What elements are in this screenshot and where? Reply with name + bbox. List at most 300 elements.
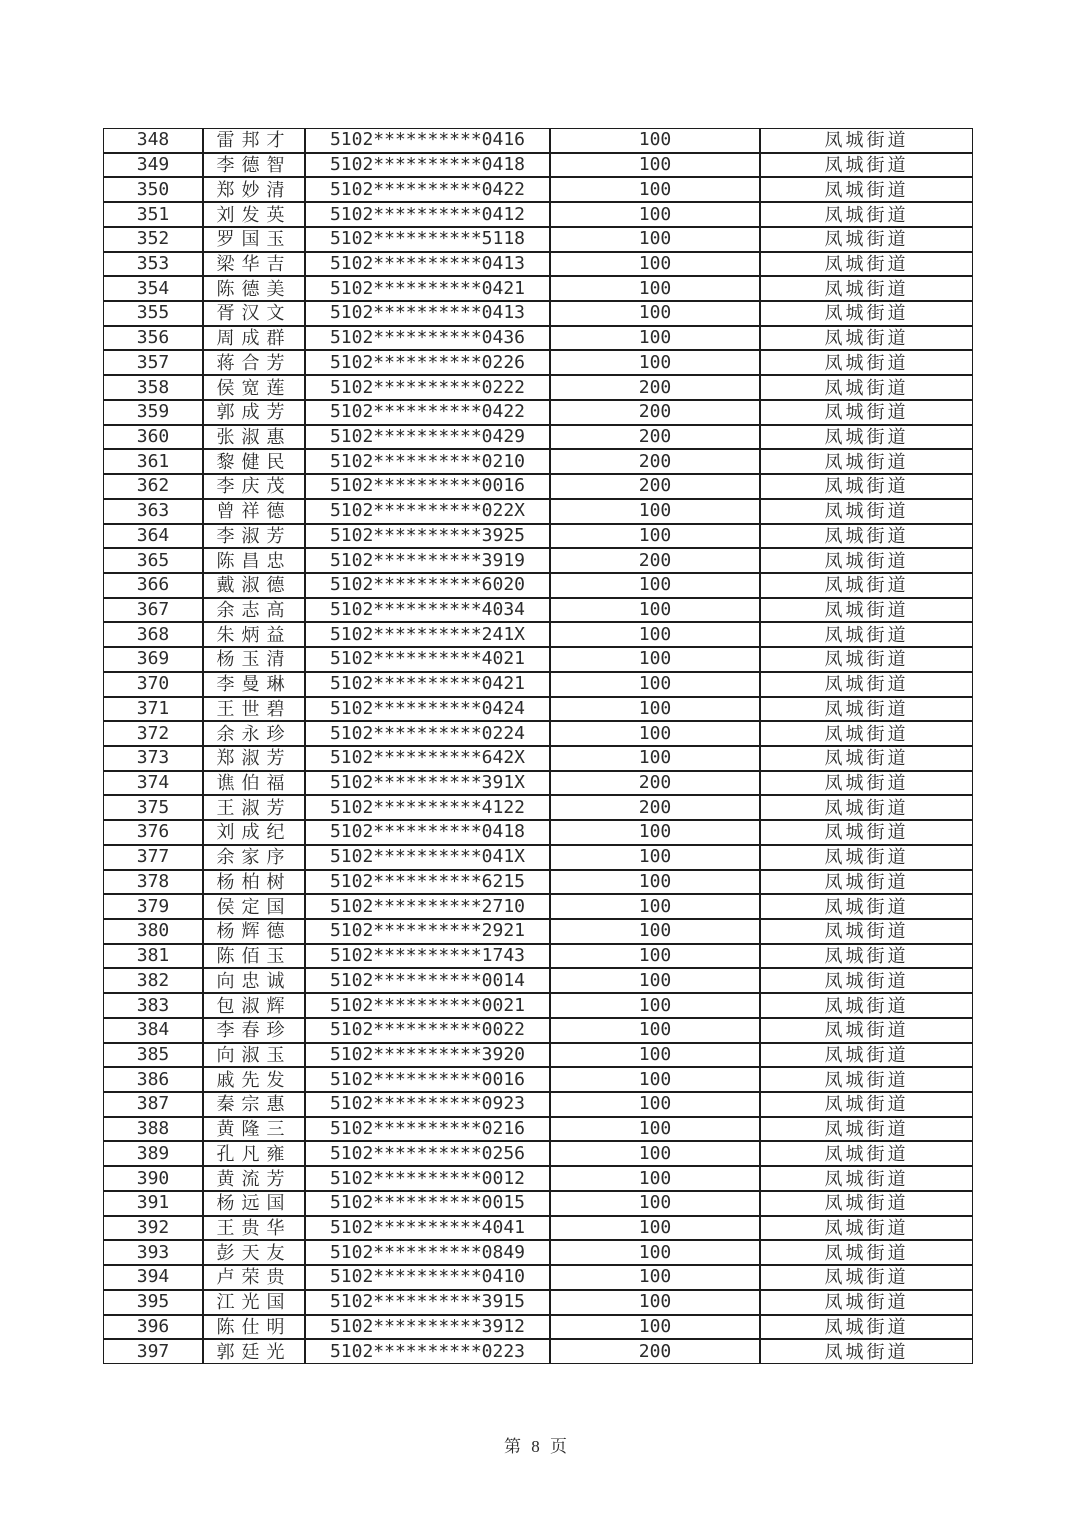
- cell-no: 391: [103, 1191, 203, 1216]
- table-row: [103, 598, 973, 623]
- cell-id-masked: 5102**********3915: [305, 1290, 550, 1315]
- cell-id-masked: 5102**********6020: [305, 573, 550, 598]
- table-row: [103, 524, 973, 549]
- cell-amount: 100: [550, 1265, 760, 1290]
- cell-amount: 100: [550, 1092, 760, 1117]
- cell-id-masked: 5102**********4041: [305, 1216, 550, 1241]
- cell-street: 凤城街道: [760, 499, 973, 524]
- cell-street: 凤城街道: [760, 697, 973, 722]
- cell-name: 李淑芳: [203, 524, 305, 549]
- cell-amount: 100: [550, 202, 760, 227]
- cell-street: 凤城街道: [760, 128, 973, 153]
- table-row: [103, 252, 973, 277]
- cell-id-masked: 5102**********0016: [305, 1067, 550, 1092]
- cell-amount: 100: [550, 993, 760, 1018]
- table-row: [103, 375, 973, 400]
- cell-no: 387: [103, 1092, 203, 1117]
- table-row: [103, 449, 973, 474]
- table-row: [103, 672, 973, 697]
- cell-no: 396: [103, 1315, 203, 1340]
- table-row: [103, 1092, 973, 1117]
- cell-amount: 100: [550, 1315, 760, 1340]
- cell-no: 360: [103, 425, 203, 450]
- cell-amount: 100: [550, 1141, 760, 1166]
- table-row: [103, 128, 973, 153]
- cell-amount: 100: [550, 647, 760, 672]
- cell-name: 王世碧: [203, 697, 305, 722]
- cell-id-masked: 5102**********0223: [305, 1339, 550, 1364]
- cell-amount: 100: [550, 1067, 760, 1092]
- cell-street: 凤城街道: [760, 894, 973, 919]
- cell-amount: 200: [550, 375, 760, 400]
- cell-name: 向淑玉: [203, 1043, 305, 1068]
- cell-amount: 100: [550, 672, 760, 697]
- cell-street: 凤城街道: [760, 820, 973, 845]
- cell-no: 382: [103, 968, 203, 993]
- cell-id-masked: 5102**********3912: [305, 1315, 550, 1340]
- table-row: [103, 894, 973, 919]
- cell-street: 凤城街道: [760, 1166, 973, 1191]
- cell-street: 凤城街道: [760, 968, 973, 993]
- cell-street: 凤城街道: [760, 425, 973, 450]
- cell-name: 孔凡雍: [203, 1141, 305, 1166]
- cell-name: 梁华吉: [203, 252, 305, 277]
- cell-amount: 100: [550, 524, 760, 549]
- cell-amount: 100: [550, 1290, 760, 1315]
- cell-amount: 200: [550, 400, 760, 425]
- cell-street: 凤城街道: [760, 375, 973, 400]
- cell-no: 384: [103, 1018, 203, 1043]
- cell-no: 355: [103, 301, 203, 326]
- cell-no: 367: [103, 598, 203, 623]
- table-row: [103, 326, 973, 351]
- cell-name: 卢荣贵: [203, 1265, 305, 1290]
- table-row: [103, 944, 973, 969]
- table-row: [103, 400, 973, 425]
- table-row: [103, 1240, 973, 1265]
- cell-id-masked: 5102**********0016: [305, 474, 550, 499]
- cell-street: 凤城街道: [760, 1290, 973, 1315]
- cell-name: 王淑芳: [203, 795, 305, 820]
- cell-id-masked: 5102**********0012: [305, 1166, 550, 1191]
- cell-name: 黄隆三: [203, 1117, 305, 1142]
- cell-id-masked: 5102**********0422: [305, 177, 550, 202]
- cell-street: 凤城街道: [760, 1117, 973, 1142]
- cell-amount: 100: [550, 252, 760, 277]
- cell-no: 375: [103, 795, 203, 820]
- cell-id-masked: 5102**********0210: [305, 449, 550, 474]
- cell-id-masked: 5102**********0436: [305, 326, 550, 351]
- cell-amount: 200: [550, 548, 760, 573]
- cell-amount: 100: [550, 622, 760, 647]
- cell-name: 戴淑德: [203, 573, 305, 598]
- table-row: [103, 993, 973, 1018]
- cell-no: 395: [103, 1290, 203, 1315]
- cell-amount: 100: [550, 301, 760, 326]
- cell-no: 389: [103, 1141, 203, 1166]
- cell-street: 凤城街道: [760, 177, 973, 202]
- cell-street: 凤城街道: [760, 301, 973, 326]
- table-row: [103, 1166, 973, 1191]
- table-row: [103, 1141, 973, 1166]
- cell-name: 杨玉清: [203, 647, 305, 672]
- cell-amount: 200: [550, 449, 760, 474]
- cell-amount: 100: [550, 721, 760, 746]
- cell-amount: 100: [550, 1216, 760, 1241]
- cell-name: 罗国玉: [203, 227, 305, 252]
- cell-amount: 100: [550, 944, 760, 969]
- cell-name: 余家序: [203, 845, 305, 870]
- cell-no: 383: [103, 993, 203, 1018]
- cell-name: 胥汉文: [203, 301, 305, 326]
- table-row: [103, 350, 973, 375]
- cell-street: 凤城街道: [760, 598, 973, 623]
- cell-street: 凤城街道: [760, 524, 973, 549]
- cell-name: 张淑惠: [203, 425, 305, 450]
- cell-id-masked: 5102**********0015: [305, 1191, 550, 1216]
- cell-id-masked: 5102**********0849: [305, 1240, 550, 1265]
- cell-id-masked: 5102**********1743: [305, 944, 550, 969]
- cell-no: 385: [103, 1043, 203, 1068]
- cell-name: 郑淑芳: [203, 746, 305, 771]
- cell-no: 361: [103, 449, 203, 474]
- cell-no: 368: [103, 622, 203, 647]
- cell-id-masked: 5102**********5118: [305, 227, 550, 252]
- cell-amount: 100: [550, 573, 760, 598]
- cell-no: 372: [103, 721, 203, 746]
- table-body: [103, 128, 973, 1364]
- cell-street: 凤城街道: [760, 573, 973, 598]
- cell-id-masked: 5102**********3925: [305, 524, 550, 549]
- cell-no: 354: [103, 276, 203, 301]
- cell-no: 381: [103, 944, 203, 969]
- cell-name: 陈昌忠: [203, 548, 305, 573]
- cell-amount: 100: [550, 1018, 760, 1043]
- cell-id-masked: 5102**********391X: [305, 771, 550, 796]
- cell-name: 侯定国: [203, 894, 305, 919]
- table-row: [103, 1043, 973, 1068]
- cell-no: 351: [103, 202, 203, 227]
- cell-id-masked: 5102**********0412: [305, 202, 550, 227]
- cell-no: 377: [103, 845, 203, 870]
- cell-no: 356: [103, 326, 203, 351]
- cell-amount: 100: [550, 1191, 760, 1216]
- cell-name: 李庆茂: [203, 474, 305, 499]
- table-row: [103, 1018, 973, 1043]
- cell-id-masked: 5102**********241X: [305, 622, 550, 647]
- cell-no: 394: [103, 1265, 203, 1290]
- cell-name: 杨远国: [203, 1191, 305, 1216]
- cell-amount: 100: [550, 1043, 760, 1068]
- cell-no: 357: [103, 350, 203, 375]
- cell-amount: 100: [550, 1166, 760, 1191]
- cell-amount: 200: [550, 1339, 760, 1364]
- cell-name: 秦宗惠: [203, 1092, 305, 1117]
- cell-no: 365: [103, 548, 203, 573]
- cell-street: 凤城街道: [760, 548, 973, 573]
- cell-amount: 100: [550, 598, 760, 623]
- cell-street: 凤城街道: [760, 1067, 973, 1092]
- table-row: [103, 1315, 973, 1340]
- cell-street: 凤城街道: [760, 746, 973, 771]
- cell-no: 359: [103, 400, 203, 425]
- cell-street: 凤城街道: [760, 1339, 973, 1364]
- cell-name: 刘发英: [203, 202, 305, 227]
- cell-no: 374: [103, 771, 203, 796]
- cell-street: 凤城街道: [760, 1191, 973, 1216]
- table-row: [103, 1265, 973, 1290]
- cell-no: 369: [103, 647, 203, 672]
- cell-street: 凤城街道: [760, 647, 973, 672]
- table-row: [103, 746, 973, 771]
- cell-amount: 100: [550, 968, 760, 993]
- table-row: [103, 227, 973, 252]
- table-row: [103, 622, 973, 647]
- cell-amount: 100: [550, 1240, 760, 1265]
- cell-no: 376: [103, 820, 203, 845]
- cell-id-masked: 5102**********4021: [305, 647, 550, 672]
- cell-amount: 200: [550, 474, 760, 499]
- cell-name: 郭廷光: [203, 1339, 305, 1364]
- cell-street: 凤城街道: [760, 1043, 973, 1068]
- cell-name: 杨柏树: [203, 870, 305, 895]
- cell-no: 363: [103, 499, 203, 524]
- cell-name: 余志高: [203, 598, 305, 623]
- cell-street: 凤城街道: [760, 400, 973, 425]
- cell-street: 凤城街道: [760, 993, 973, 1018]
- cell-no: 379: [103, 894, 203, 919]
- table-row: [103, 573, 973, 598]
- cell-name: 朱炳益: [203, 622, 305, 647]
- table-row: [103, 771, 973, 796]
- cell-name: 刘成纪: [203, 820, 305, 845]
- cell-id-masked: 5102**********0022: [305, 1018, 550, 1043]
- table-row: [103, 425, 973, 450]
- cell-name: 杨辉德: [203, 919, 305, 944]
- cell-id-masked: 5102**********0418: [305, 820, 550, 845]
- cell-id-masked: 5102**********4122: [305, 795, 550, 820]
- cell-street: 凤城街道: [760, 845, 973, 870]
- cell-amount: 100: [550, 697, 760, 722]
- cell-id-masked: 5102**********4034: [305, 598, 550, 623]
- cell-no: 380: [103, 919, 203, 944]
- cell-amount: 100: [550, 746, 760, 771]
- cell-no: 392: [103, 1216, 203, 1241]
- cell-amount: 200: [550, 425, 760, 450]
- cell-name: 李曼琳: [203, 672, 305, 697]
- cell-amount: 100: [550, 153, 760, 178]
- cell-name: 余永珍: [203, 721, 305, 746]
- cell-id-masked: 5102**********041X: [305, 845, 550, 870]
- cell-street: 凤城街道: [760, 1315, 973, 1340]
- cell-amount: 100: [550, 820, 760, 845]
- cell-id-masked: 5102**********0923: [305, 1092, 550, 1117]
- cell-amount: 100: [550, 919, 760, 944]
- cell-street: 凤城街道: [760, 795, 973, 820]
- table-row: [103, 919, 973, 944]
- cell-amount: 100: [550, 128, 760, 153]
- table-row: [103, 647, 973, 672]
- cell-amount: 100: [550, 1117, 760, 1142]
- cell-street: 凤城街道: [760, 1216, 973, 1241]
- page-footer: 第 8 页: [504, 1437, 570, 1456]
- cell-street: 凤城街道: [760, 1141, 973, 1166]
- cell-street: 凤城街道: [760, 944, 973, 969]
- cell-no: 348: [103, 128, 203, 153]
- cell-id-masked: 5102**********0424: [305, 697, 550, 722]
- cell-id-masked: 5102**********0421: [305, 672, 550, 697]
- cell-id-masked: 5102**********0226: [305, 350, 550, 375]
- cell-id-masked: 5102**********0421: [305, 276, 550, 301]
- table-row: [103, 301, 973, 326]
- cell-name: 陈佰玉: [203, 944, 305, 969]
- cell-id-masked: 5102**********022X: [305, 499, 550, 524]
- cell-street: 凤城街道: [760, 672, 973, 697]
- cell-name: 郭成芳: [203, 400, 305, 425]
- table-row: [103, 820, 973, 845]
- cell-id-masked: 5102**********0224: [305, 721, 550, 746]
- cell-id-masked: 5102**********3919: [305, 548, 550, 573]
- cell-name: 包淑辉: [203, 993, 305, 1018]
- cell-no: 370: [103, 672, 203, 697]
- cell-no: 371: [103, 697, 203, 722]
- cell-no: 397: [103, 1339, 203, 1364]
- cell-amount: 200: [550, 771, 760, 796]
- cell-street: 凤城街道: [760, 276, 973, 301]
- cell-name: 彭天友: [203, 1240, 305, 1265]
- table-row: [103, 153, 973, 178]
- table-row: [103, 1216, 973, 1241]
- cell-street: 凤城街道: [760, 474, 973, 499]
- cell-no: 350: [103, 177, 203, 202]
- cell-no: 364: [103, 524, 203, 549]
- cell-name: 周成群: [203, 326, 305, 351]
- cell-name: 黄流芳: [203, 1166, 305, 1191]
- cell-no: 358: [103, 375, 203, 400]
- table-row: [103, 795, 973, 820]
- cell-street: 凤城街道: [760, 202, 973, 227]
- cell-id-masked: 5102**********2921: [305, 919, 550, 944]
- cell-no: 378: [103, 870, 203, 895]
- cell-street: 凤城街道: [760, 771, 973, 796]
- table-row: [103, 177, 973, 202]
- table-row: [103, 548, 973, 573]
- cell-name: 黎健民: [203, 449, 305, 474]
- cell-no: 373: [103, 746, 203, 771]
- cell-amount: 100: [550, 276, 760, 301]
- cell-no: 386: [103, 1067, 203, 1092]
- cell-id-masked: 5102**********0014: [305, 968, 550, 993]
- cell-no: 352: [103, 227, 203, 252]
- cell-id-masked: 5102**********0256: [305, 1141, 550, 1166]
- cell-name: 曾祥德: [203, 499, 305, 524]
- cell-amount: 100: [550, 227, 760, 252]
- cell-street: 凤城街道: [760, 1018, 973, 1043]
- table-row: [103, 1067, 973, 1092]
- cell-id-masked: 5102**********0222: [305, 375, 550, 400]
- cell-street: 凤城街道: [760, 870, 973, 895]
- cell-id-masked: 5102**********3920: [305, 1043, 550, 1068]
- table-row: [103, 721, 973, 746]
- cell-no: 353: [103, 252, 203, 277]
- table-row: [103, 202, 973, 227]
- cell-id-masked: 5102**********0413: [305, 301, 550, 326]
- cell-id-masked: 5102**********0429: [305, 425, 550, 450]
- cell-amount: 100: [550, 845, 760, 870]
- cell-id-masked: 5102**********0021: [305, 993, 550, 1018]
- cell-amount: 100: [550, 350, 760, 375]
- cell-id-masked: 5102**********0410: [305, 1265, 550, 1290]
- cell-name: 江光国: [203, 1290, 305, 1315]
- table-row: [103, 474, 973, 499]
- beneficiary-table: [103, 128, 973, 1364]
- table-row: [103, 499, 973, 524]
- cell-street: 凤城街道: [760, 622, 973, 647]
- cell-id-masked: 5102**********6215: [305, 870, 550, 895]
- cell-id-masked: 5102**********0216: [305, 1117, 550, 1142]
- cell-id-masked: 5102**********0416: [305, 128, 550, 153]
- cell-name: 戚先发: [203, 1067, 305, 1092]
- cell-id-masked: 5102**********2710: [305, 894, 550, 919]
- cell-street: 凤城街道: [760, 153, 973, 178]
- cell-amount: 200: [550, 795, 760, 820]
- cell-id-masked: 5102**********642X: [305, 746, 550, 771]
- cell-name: 陈德美: [203, 276, 305, 301]
- cell-street: 凤城街道: [760, 326, 973, 351]
- table-row: [103, 1117, 973, 1142]
- table-row: [103, 870, 973, 895]
- cell-amount: 100: [550, 177, 760, 202]
- table-row: [103, 276, 973, 301]
- cell-street: 凤城街道: [760, 252, 973, 277]
- table-row: [103, 845, 973, 870]
- table-row: [103, 1191, 973, 1216]
- cell-name: 陈仕明: [203, 1315, 305, 1340]
- cell-id-masked: 5102**********0413: [305, 252, 550, 277]
- cell-name: 王贵华: [203, 1216, 305, 1241]
- table-row: [103, 1290, 973, 1315]
- table-row: [103, 968, 973, 993]
- cell-name: 郑妙清: [203, 177, 305, 202]
- cell-no: 393: [103, 1240, 203, 1265]
- table-row: [103, 697, 973, 722]
- cell-name: 李春珍: [203, 1018, 305, 1043]
- cell-no: 362: [103, 474, 203, 499]
- cell-name: 谯伯福: [203, 771, 305, 796]
- cell-street: 凤城街道: [760, 449, 973, 474]
- cell-amount: 100: [550, 870, 760, 895]
- cell-name: 李德智: [203, 153, 305, 178]
- cell-no: 388: [103, 1117, 203, 1142]
- cell-no: 390: [103, 1166, 203, 1191]
- cell-street: 凤城街道: [760, 721, 973, 746]
- cell-id-masked: 5102**********0422: [305, 400, 550, 425]
- cell-street: 凤城街道: [760, 1092, 973, 1117]
- cell-name: 蒋合芳: [203, 350, 305, 375]
- cell-street: 凤城街道: [760, 1265, 973, 1290]
- cell-street: 凤城街道: [760, 1240, 973, 1265]
- cell-name: 侯宽莲: [203, 375, 305, 400]
- cell-id-masked: 5102**********0418: [305, 153, 550, 178]
- cell-amount: 100: [550, 499, 760, 524]
- cell-name: 雷邦才: [203, 128, 305, 153]
- cell-street: 凤城街道: [760, 919, 973, 944]
- cell-street: 凤城街道: [760, 350, 973, 375]
- cell-no: 366: [103, 573, 203, 598]
- cell-name: 向忠诚: [203, 968, 305, 993]
- table-row: [103, 1339, 973, 1364]
- cell-amount: 100: [550, 326, 760, 351]
